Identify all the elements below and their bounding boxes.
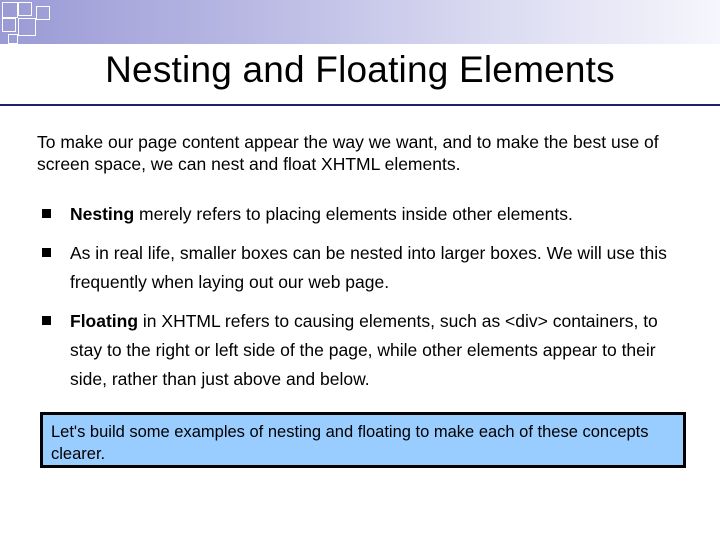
bullet-text: merely refers to placing elements inside other elements.	[134, 204, 573, 224]
decorative-square	[18, 2, 32, 16]
title-divider	[0, 104, 720, 106]
decorative-square	[36, 6, 50, 20]
bullet-term: Nesting	[70, 204, 135, 224]
list-item	[42, 200, 682, 229]
callout-box: Let's build some examples of nesting and floating to make each of these concepts clearer.	[40, 412, 686, 468]
bullet-text: As in real life, smaller boxes can be nested into larger boxes. We will use this frequently when laying out our web page.	[70, 243, 667, 292]
bullet-square-icon	[42, 248, 51, 257]
slide-title: Nesting and Floating Elements	[105, 49, 615, 90]
intro-paragraph: To make our page content appear the way we want, and to make the best use of screen space, we can nest and float XHTML elements.	[37, 132, 659, 174]
decorative-square	[18, 18, 36, 36]
bullet-text: in XHTML refers to causing elements, such as <div> containers, to stay to the right or left side of the page, while other elements appear to their side, rather than just above and below.	[70, 311, 658, 389]
list-item	[42, 307, 682, 394]
decorative-square	[2, 18, 16, 32]
decorative-square	[8, 34, 18, 44]
bullet-square-icon	[42, 316, 51, 325]
bullet-list	[42, 200, 682, 404]
bullet-square-icon	[42, 209, 51, 218]
list-item	[42, 239, 682, 297]
bullet-term: Floating	[70, 311, 139, 331]
header-band	[0, 0, 720, 44]
decorative-square	[2, 2, 18, 18]
